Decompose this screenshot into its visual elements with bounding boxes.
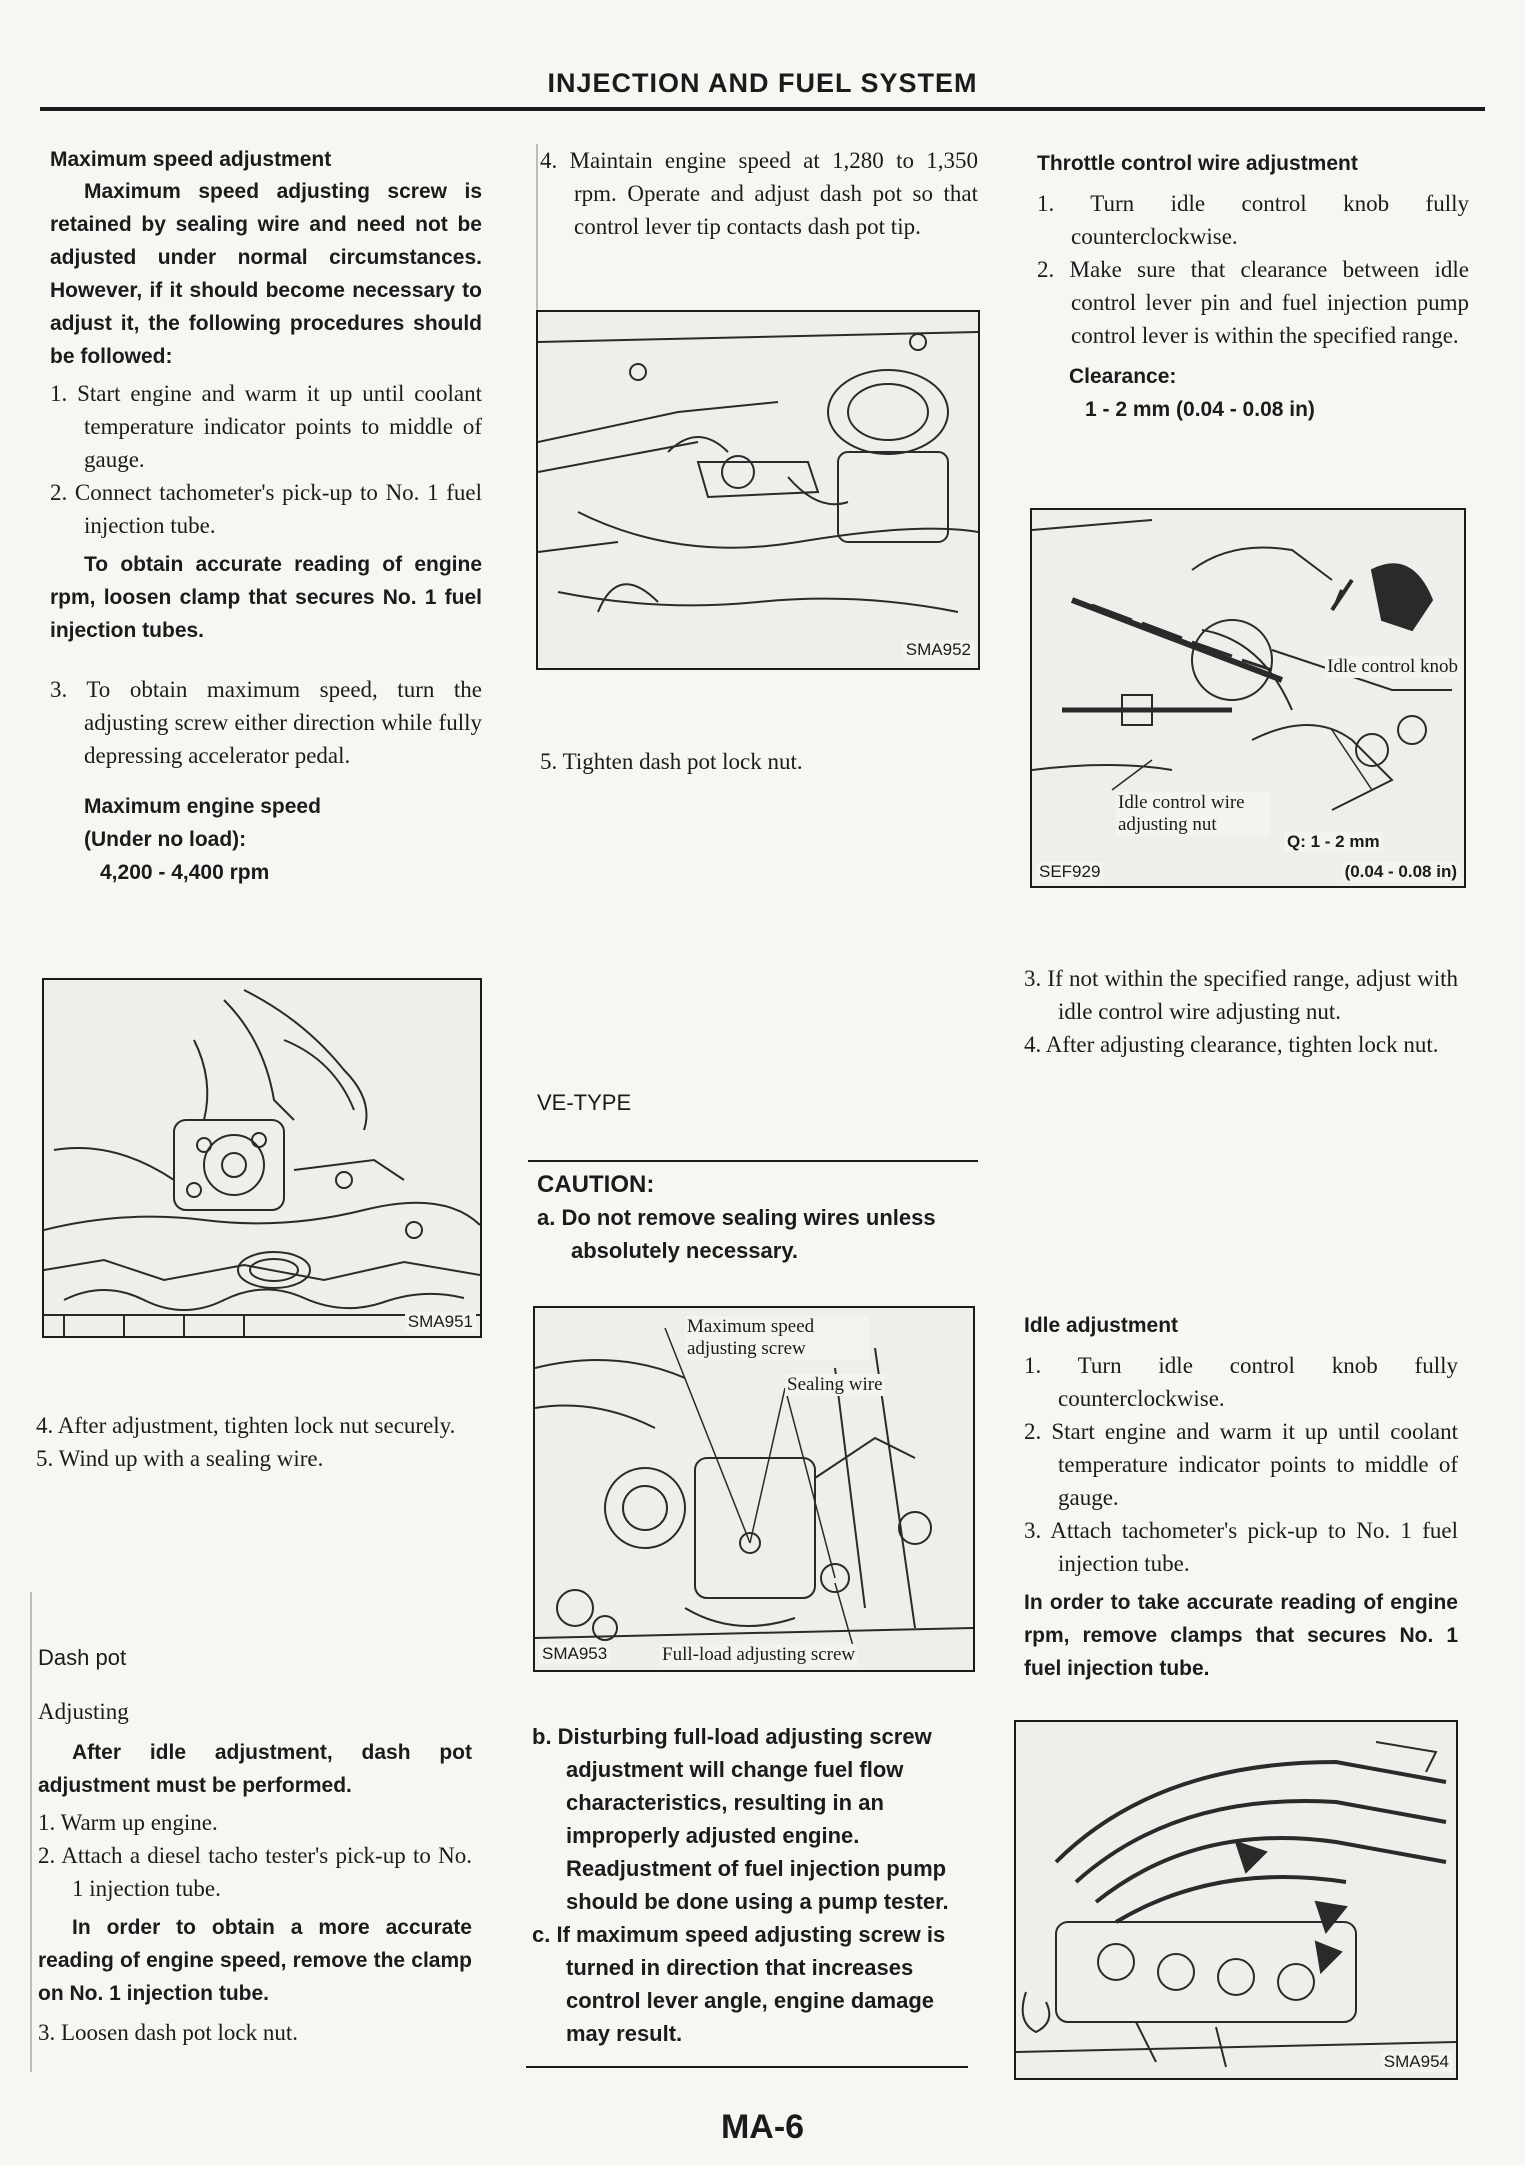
throttle-step-1: 1. Turn idle control knob fully counterclockwise.	[1037, 191, 1469, 249]
dash-pot-subheading: Adjusting	[38, 1699, 129, 1724]
idle-step-2: 2. Start engine and warm it up until coolant temperature indicator points to middle of gauge.	[1024, 1419, 1458, 1510]
ve-type-heading: VE-TYPE	[537, 1090, 632, 1115]
figure-id: SMA953	[539, 1644, 610, 1664]
max-speed-step-2: 2. Connect tachometer's pick-up to No. 1 fuel injection tube.	[50, 480, 482, 538]
throttle-step-3: 3. If not within the specified range, adjust with idle control wire adjusting nut.	[1024, 966, 1458, 1024]
max-speed-spec	[50, 790, 482, 889]
dash-pot-step-3: 3. Loosen dash pot lock nut.	[38, 2020, 298, 2045]
figure-sef929	[1030, 508, 1466, 888]
dash-pot-illustration-icon	[538, 312, 978, 668]
label-full-load-screw: Full-load adjusting screw	[662, 1644, 856, 1665]
figure-id: SEF929	[1036, 862, 1103, 882]
idle-step-3: 3. Attach tachometer's pick-up to No. 1 fuel injection tube.	[1024, 1518, 1458, 1576]
figure-sma951	[42, 978, 482, 1338]
dash-pot-step-4: 4. Maintain engine speed at 1,280 to 1,350 rpm. Operate and adjust dash pot so that control lever tip contacts dash pot tip.	[540, 148, 978, 239]
dash-pot-section	[38, 1642, 472, 2049]
label-clearance-in: (0.04 - 0.08 in)	[1342, 862, 1460, 882]
idle-note: In order to take accurate reading of engine rpm, remove clamps that secures No. 1 fuel injection tube.	[1024, 1591, 1458, 1680]
pump-illustration-icon	[535, 1308, 973, 1670]
ve-type-section	[537, 1088, 977, 1118]
figure-sma954	[1014, 1720, 1458, 2080]
caution-c: c. If maximum speed adjusting screw is turned in direction that increases control lever angle, engine damage may result.	[532, 1922, 946, 2046]
caution-a: a. Do not remove sealing wires unless absolutely necessary.	[537, 1205, 936, 1263]
max-speed-step-5: 5. Wind up with a sealing wire.	[36, 1446, 324, 1471]
dash-pot-step-5: 5. Tighten dash pot lock nut.	[540, 749, 803, 774]
max-speed-intro: Maximum speed adjusting screw is retained by sealing wire and need not be adjusted under normal circumstances. However, if it should become necessary to adjust it, the following procedures should be followed:	[50, 180, 482, 368]
dash-pot-note: In order to obtain a more accurate reading of engine speed, remove the clamp on No. 1 injection tube.	[38, 1916, 472, 2005]
caution-rule	[528, 1160, 978, 1162]
idle-adjustment-section	[1024, 1310, 1458, 1685]
label-wire-adjusting-nut: Idle control wire adjusting nut	[1116, 792, 1270, 836]
figure-id: SMA951	[405, 1312, 476, 1332]
page-header: INJECTION AND FUEL SYSTEM	[547, 68, 978, 98]
max-speed-heading: Maximum speed adjustment	[50, 148, 332, 171]
caution-title: CAUTION:	[537, 1171, 655, 1198]
throttle-step-2: 2. Make sure that clearance between idle control lever pin and fuel injection pump control lever is within the specified range.	[1037, 257, 1469, 348]
throttle-heading: Throttle control wire adjustment	[1037, 152, 1358, 175]
page-number: MA-6	[720, 2108, 805, 2146]
dash-pot-intro: After idle adjustment, dash pot adjustment must be performed.	[38, 1741, 472, 1797]
max-speed-step-1: 1. Start engine and warm it up until coolant temperature indicator points to middle of gauge.	[50, 381, 482, 472]
idle-step-1: 1. Turn idle control knob fully counterclockwise.	[1024, 1353, 1458, 1411]
label-max-speed-screw: Maximum speed adjusting screw	[685, 1316, 869, 1360]
caution-section	[537, 1168, 977, 1267]
caution-end-rule	[526, 2066, 968, 2068]
max-speed-step-3: 3. To obtain maximum speed, turn the adjusting screw either direction while fully depressing accelerator pedal.	[50, 677, 482, 768]
column-3	[1037, 148, 1469, 426]
label-idle-control-knob: Idle control knob	[1327, 656, 1458, 677]
figure-sma952	[536, 310, 980, 670]
dash-pot-step-1: 1. Warm up engine.	[38, 1810, 218, 1835]
label-sealing-wire: Sealing wire	[787, 1374, 883, 1395]
dash-pot-heading: Dash pot	[38, 1645, 127, 1670]
spec-title: Maximum engine speed	[84, 795, 321, 818]
figure-id: SMA952	[903, 640, 974, 660]
max-speed-step-4: 4. After adjustment, tighten lock nut securely.	[36, 1413, 456, 1438]
figure-sma953	[533, 1306, 975, 1672]
dash-pot-step-2: 2. Attach a diesel tacho tester's pick-up to No. 1 injection tube.	[38, 1843, 472, 1901]
clearance-value: 1 - 2 mm (0.04 - 0.08 in)	[1085, 398, 1315, 421]
header-rule	[40, 107, 1485, 111]
column-2	[540, 144, 978, 243]
clearance-title: Clearance:	[1069, 365, 1177, 388]
figure-id: SMA954	[1381, 2052, 1452, 2072]
label-clearance-q: Q: 1 - 2 mm	[1284, 832, 1383, 852]
caution-continued	[532, 1720, 968, 2050]
spec-value: 4,200 - 4,400 rpm	[100, 861, 270, 884]
column-3-adjust	[1024, 962, 1458, 1061]
spec-subtitle: (Under no load):	[84, 828, 247, 851]
engine-illustration-icon	[44, 980, 480, 1336]
injection-tube-illustration-icon	[1016, 1722, 1456, 2078]
max-speed-note: To obtain accurate reading of engine rpm, loosen clamp that secures No. 1 fuel injection tubes.	[50, 553, 482, 642]
caution-b: b. Disturbing full-load adjusting screw adjustment will change fuel flow characteristics, resulting in an improperly adjusted engine. Readjustment of fuel injection pump should be done using a pump tester.	[532, 1724, 949, 1914]
column-2-step-5	[540, 745, 978, 778]
idle-heading: Idle adjustment	[1024, 1314, 1179, 1337]
column-1-after-figure	[36, 1409, 476, 1475]
throttle-step-4: 4. After adjusting clearance, tighten lock nut.	[1024, 1032, 1439, 1057]
column-1	[50, 144, 482, 889]
